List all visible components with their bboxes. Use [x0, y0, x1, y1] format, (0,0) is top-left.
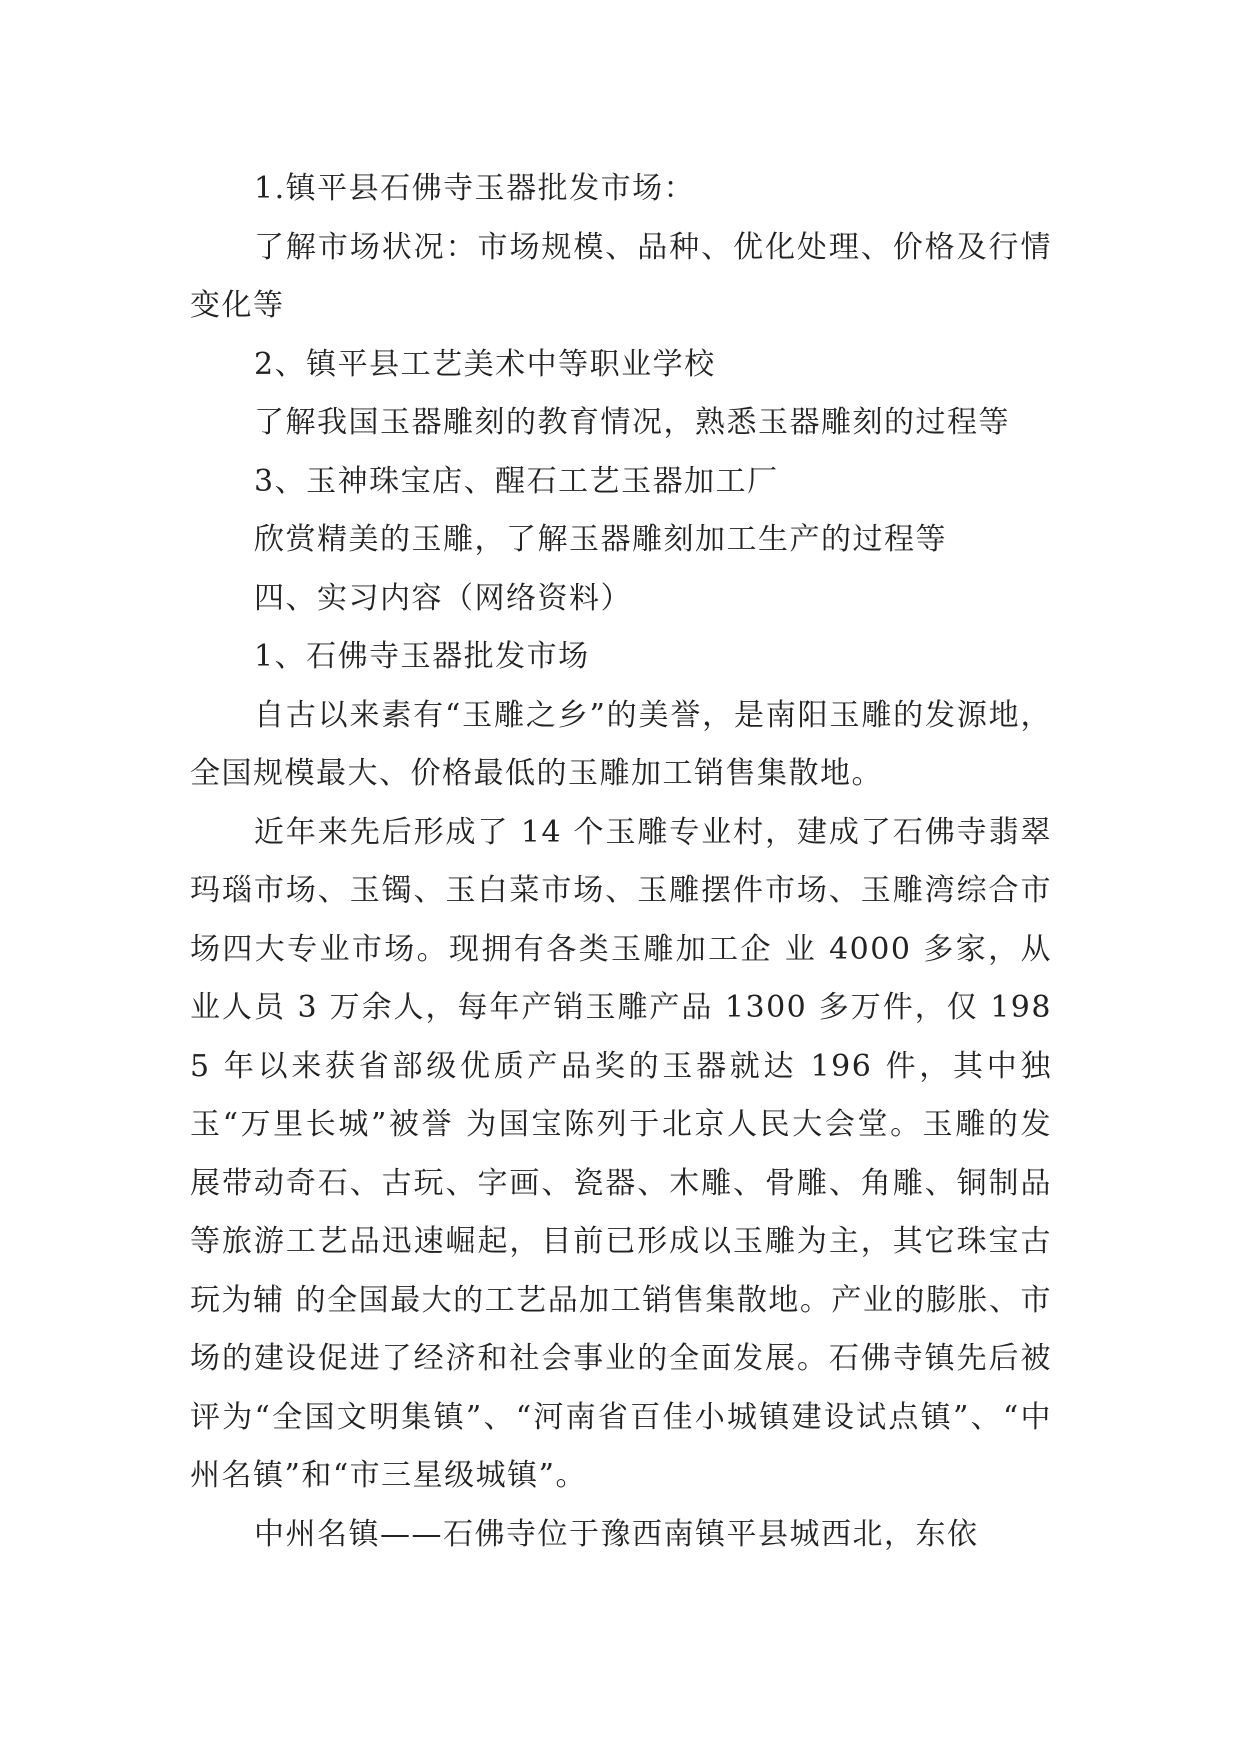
paragraph-carving-education: 了解我国玉器雕刻的教育情况，熟悉玉器雕刻的过程等: [254, 405, 1010, 440]
heading-art-school: 2、镇平县工艺美术中等职业学校: [254, 346, 716, 382]
paragraph-jade-hometown: 自古以来素有“玉雕之乡”的美誉，是南阳玉雕的发源地，全国规模最大、价格最低的玉雕加工销售集散地。: [190, 697, 1052, 791]
paragraph-appreciate-carving: 欣赏精美的玉雕，了解玉器雕刻加工生产的过程等: [254, 522, 947, 557]
paragraph-market-status: 了解市场状况：市场规模、品种、优化处理、价格及行情变化等: [190, 229, 1052, 323]
subheading-shifosi-market: 1、石佛寺玉器批发市场: [254, 639, 590, 674]
heading-jewelry-store: 3、玉神珠宝店、醒石工艺玉器加工厂: [254, 463, 779, 499]
document-body: [190, 160, 1052, 1564]
heading-shifosi-market: 1.镇平县石佛寺玉器批发市场：: [254, 171, 696, 206]
paragraph-zhongzhou-town: 中州名镇——石佛寺位于豫西南镇平县城西北，东依: [254, 1516, 979, 1552]
section-heading-internship-content: 四、实习内容（网络资料）: [254, 580, 632, 616]
paragraph-market-development: 近年来先后形成了 14 个玉雕专业村，建成了石佛寺翡翠玛瑙市场、玉镯、玉白菜市场、玉雕摆件市场、玉雕湾综合市场四大专业市场。现拥有各类玉雕加工企 业 4000 多家，从业人员 3 万余人，每年产销玉雕产品 1300 多万件，仅 1985 年以来获省部级优质产品奖的玉器就达 196 件，其中独玉“万里长城”被誉 为国宝陈列于北京人民大会堂。玉雕的发展带动奇石、古玩、字画、瓷器、木雕、骨雕、角雕、铜制品等旅游工艺品迅速崛起，目前已形成以玉雕为主，其它珠宝古玩为辅 的全国最大的工艺品加工销售集散地。产业的膨胀、市场的建设促进了经济和社会事业的全面发展。石佛寺镇先后被评为“全国文明集镇”、“河南省百佳小城镇建设试点镇”、“中州名镇”和“市三星级城镇”。: [190, 814, 1052, 1493]
